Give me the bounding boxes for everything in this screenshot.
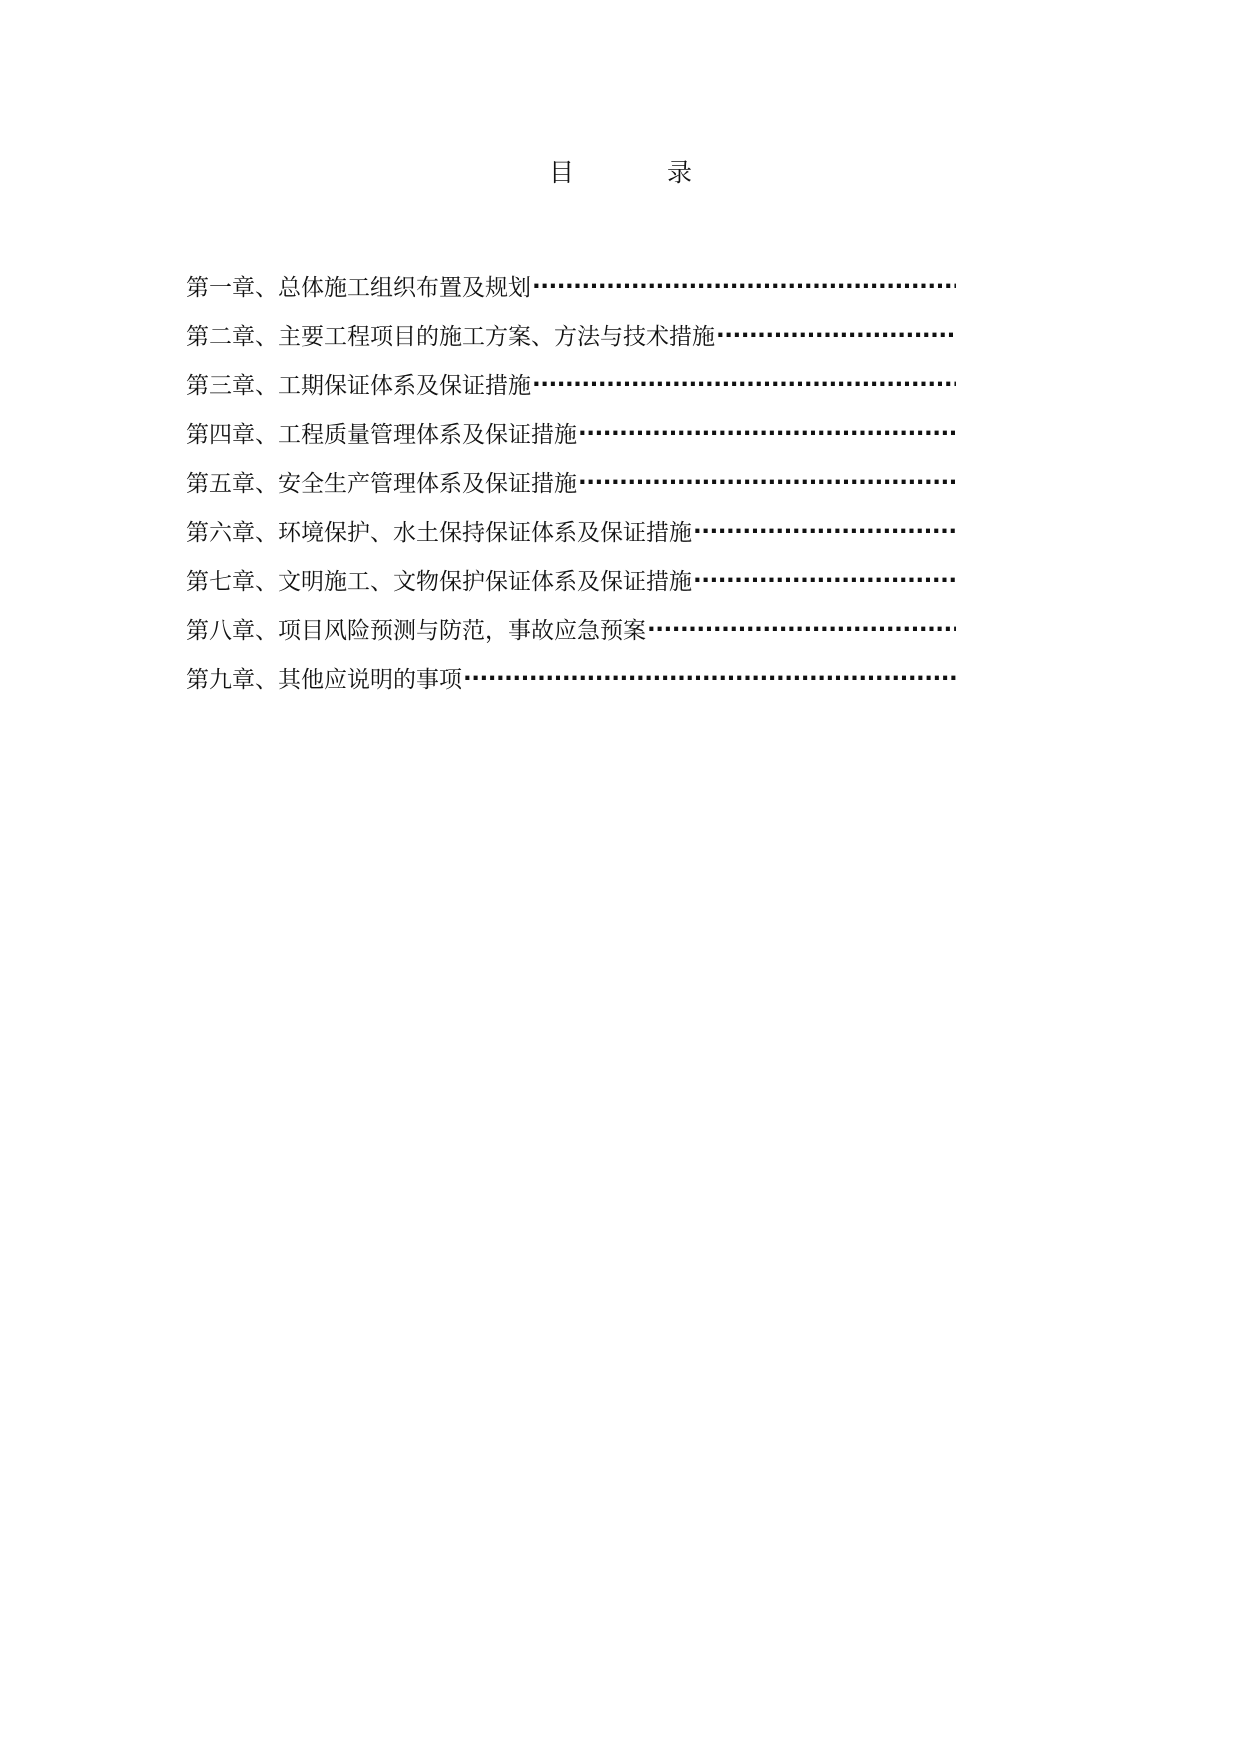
toc-entry-7[interactable] [186,548,956,597]
toc-dot-leader [463,665,956,695]
toc-dot-leader [647,616,956,646]
toc-entry-label: 第六章、环境保护、水土保持保证体系及保证措施 [186,520,692,546]
toc-dot-leader [578,469,956,499]
toc-entry-label: 第八章、项目风险预测与防范，事故应急预案 [186,618,646,644]
toc-dot-leader [578,420,956,450]
toc-title [0,158,1241,188]
toc-entry-9[interactable] [186,646,956,695]
toc-entry-label: 第三章、工期保证体系及保证措施 [186,373,531,399]
toc-dot-leader [532,371,956,401]
toc-entry-label: 第五章、安全生产管理体系及保证措施 [186,471,577,497]
toc-dot-leader [693,567,956,597]
toc-entry-1[interactable] [186,254,956,303]
toc-list [186,254,956,695]
toc-entry-label: 第四章、工程质量管理体系及保证措施 [186,422,577,448]
toc-entry-8[interactable] [186,597,956,646]
toc-dot-leader [716,322,956,352]
toc-entry-label: 第二章、主要工程项目的施工方案、方法与技术措施 [186,324,715,350]
toc-entry-5[interactable] [186,450,956,499]
toc-entry-label: 第九章、其他应说明的事项 [186,667,462,693]
toc-entry-6[interactable] [186,499,956,548]
toc-entry-label: 第七章、文明施工、文物保护保证体系及保证措施 [186,569,692,595]
toc-entry-label: 第一章、总体施工组织布置及规划 [186,275,531,301]
toc-title-char-2: 录 [666,158,692,187]
toc-title-char-1: 目 [549,158,575,187]
toc-entry-2[interactable] [186,303,956,352]
toc-entry-4[interactable] [186,401,956,450]
toc-dot-leader [532,273,956,303]
toc-entry-3[interactable] [186,352,956,401]
toc-dot-leader [693,518,956,548]
